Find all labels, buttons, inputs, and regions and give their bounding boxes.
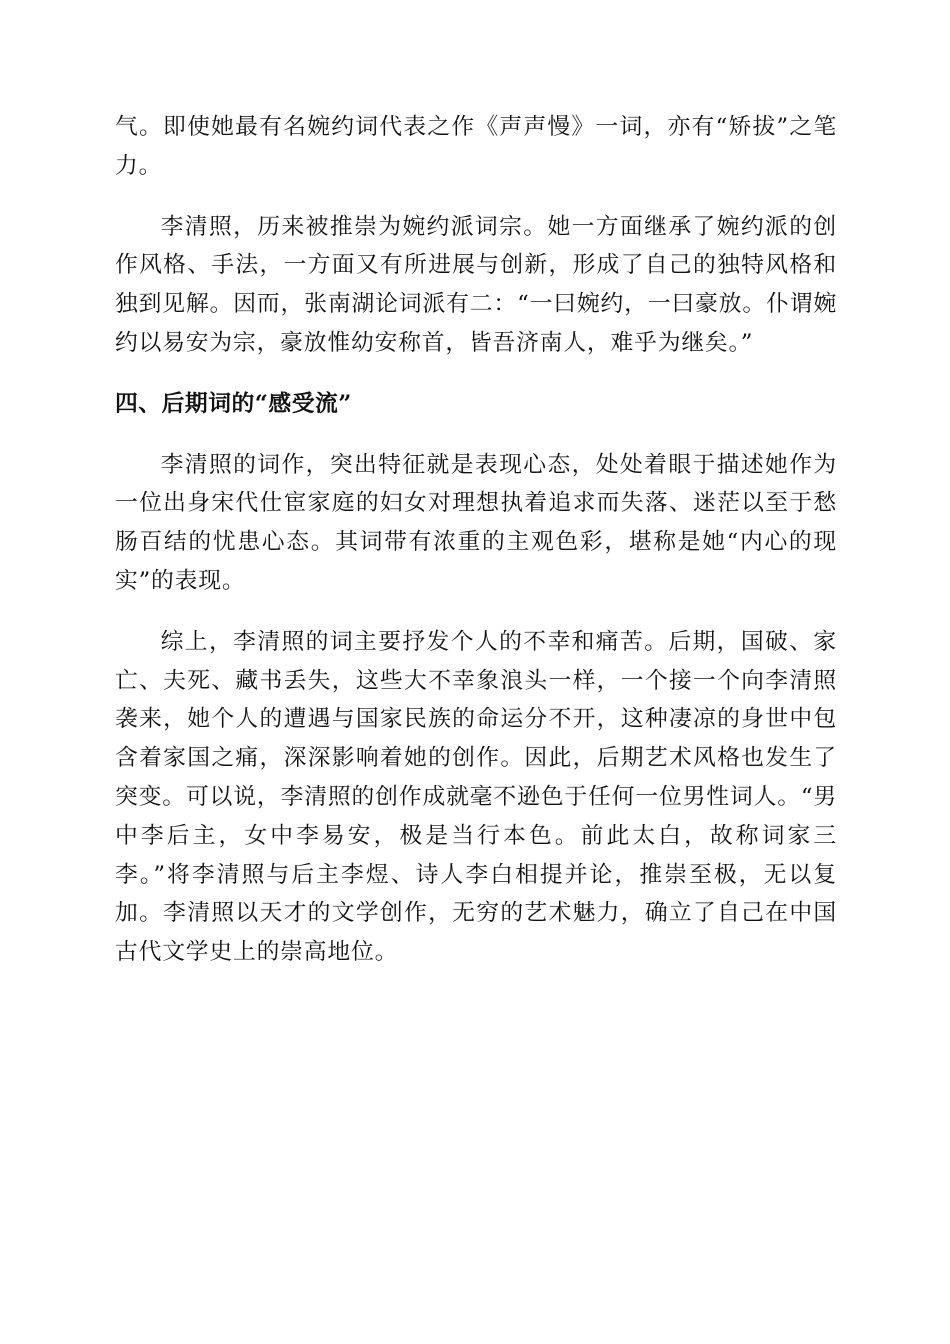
- paragraph-summary: 综上，李清照的词主要抒发个人的不幸和痛苦。后期，国破、家亡、夫死、藏书丢失，这些大不幸象浪头一样，一个接一个向李清照袭来，她个人的遭遇与国家民族的命运分不开，这种凄凉的身世中包含着家国之痛，深深影响着她的创作。因此，后期艺术风格也发生了突变。可以说，李清照的创作成就毫不逊色于任何一位男性词人。“男中李后主，女中李易安，极是当行本色。前此太白，故称词家三李。”将李清照与后主李煜、诗人李白相提并论，推崇至极，无以复加。李清照以天才的文学创作，无穷的艺术魅力，确立了自己在中国古代文学史上的崇高地位。: [115, 628, 837, 966]
- paragraph-xin-tai: 李清照的词作，突出特征就是表现心态，处处着眼于描述她作为一位出身宋代仕宦家庭的妇女对理想执着追求而失落、迷茫以至于愁肠百结的忧患心态。其词带有浓重的主观色彩，堪称是她“内心的现实”的表现。: [115, 451, 837, 594]
- document-body: [115, 108, 837, 994]
- section-heading: 四、后期词的“感受流”: [115, 390, 352, 417]
- paragraph-ci-zong: 李清照，历来被推崇为婉约派词宗。她一方面继承了婉约派的创作风格、手法，一方面又有所进展与创新，形成了自己的独特风格和独到见解。因而，张南湖论词派有二：“一曰婉约，一曰豪放。仆谓婉约以易安为宗，豪放惟幼安称首，皆吾济南人，难乎为继矣。”: [115, 213, 837, 356]
- paragraph-continued: 气。即使她最有名婉约词代表之作《声声慢》一词，亦有“矫拔”之笔力。: [115, 114, 837, 179]
